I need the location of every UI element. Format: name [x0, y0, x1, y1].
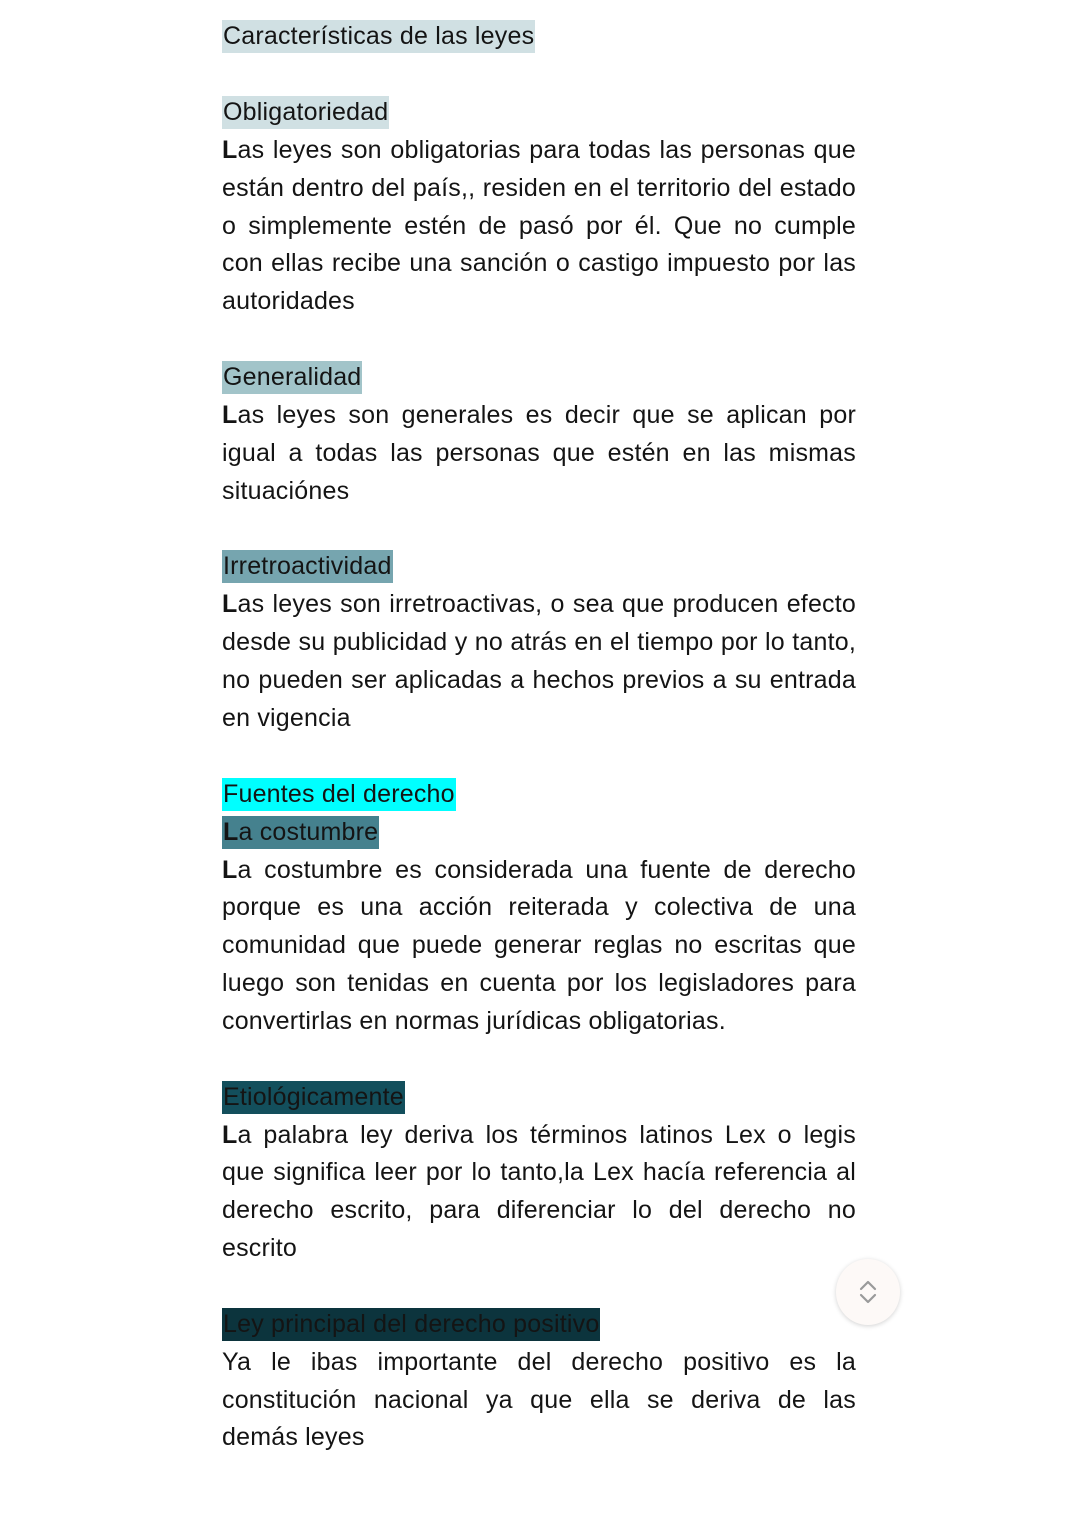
- section-etiologicamente: [222, 1079, 856, 1268]
- section-heading: Etiológicamente: [222, 1081, 405, 1114]
- section-generalidad: [222, 359, 856, 510]
- document-page: [222, 18, 856, 1457]
- section-subheading: La costumbre: [222, 816, 379, 849]
- section-body: La costumbre es considerada una fuente de derecho porque es una acción reiterada y colectiva de una comunidad que puede generar reglas no escritas que luego son tenidas en cuenta por los legisladores para convertirlas en normas jurídicas obligatorias.: [222, 855, 856, 1035]
- section-obligatoriedad: [222, 94, 856, 321]
- spacer: [222, 56, 856, 94]
- document-title: Características de las leyes: [222, 20, 535, 53]
- section-body: La palabra ley deriva los términos latinos Lex o legis que significa leer por lo tanto,la Lex hacía referencia al derecho escrito, para diferenciar lo del derecho no escrito: [222, 1120, 856, 1262]
- section-body: Las leyes son obligatorias para todas las personas que están dentro del país,, residen en el territorio del estado o simplemente estén de pasó por él. Que no cumple con ellas recibe una sanción o castigo impuesto por las autoridades: [222, 136, 856, 316]
- section-heading: Obligatoriedad: [222, 96, 389, 129]
- section-body: Las leyes son generales es decir que se aplican por igual a todas las personas que estén en las mismas situaciónes: [222, 400, 856, 505]
- section-heading: Fuentes del derecho: [222, 778, 456, 811]
- section-fuentes-del-derecho: [222, 776, 856, 1041]
- section-irretroactividad: [222, 548, 856, 737]
- section-heading: Irretroactividad: [222, 550, 393, 583]
- scroll-navigation-button[interactable]: [836, 1259, 900, 1325]
- spacer: [222, 321, 856, 359]
- spacer: [222, 1041, 856, 1079]
- spacer: [222, 738, 856, 776]
- section-body: Las leyes son irretroactivas, o sea que producen efecto desde su publicidad y no atrás en el tiempo por lo tanto, no pueden ser aplicadas a hechos previos a su entrada en vigencia: [222, 590, 856, 732]
- section-heading: Generalidad: [222, 361, 362, 394]
- section-ley-principal: [222, 1306, 856, 1457]
- section-body: Ya le ibas importante del derecho positivo es la constitución nacional ya que ella se deriva de las demás leyes: [222, 1347, 856, 1452]
- spacer: [222, 510, 856, 548]
- chevron-up-icon[interactable]: [858, 1278, 878, 1292]
- section-heading: Ley principal del derecho positivo: [222, 1308, 600, 1341]
- spacer: [222, 1268, 856, 1306]
- chevron-down-icon[interactable]: [858, 1292, 878, 1306]
